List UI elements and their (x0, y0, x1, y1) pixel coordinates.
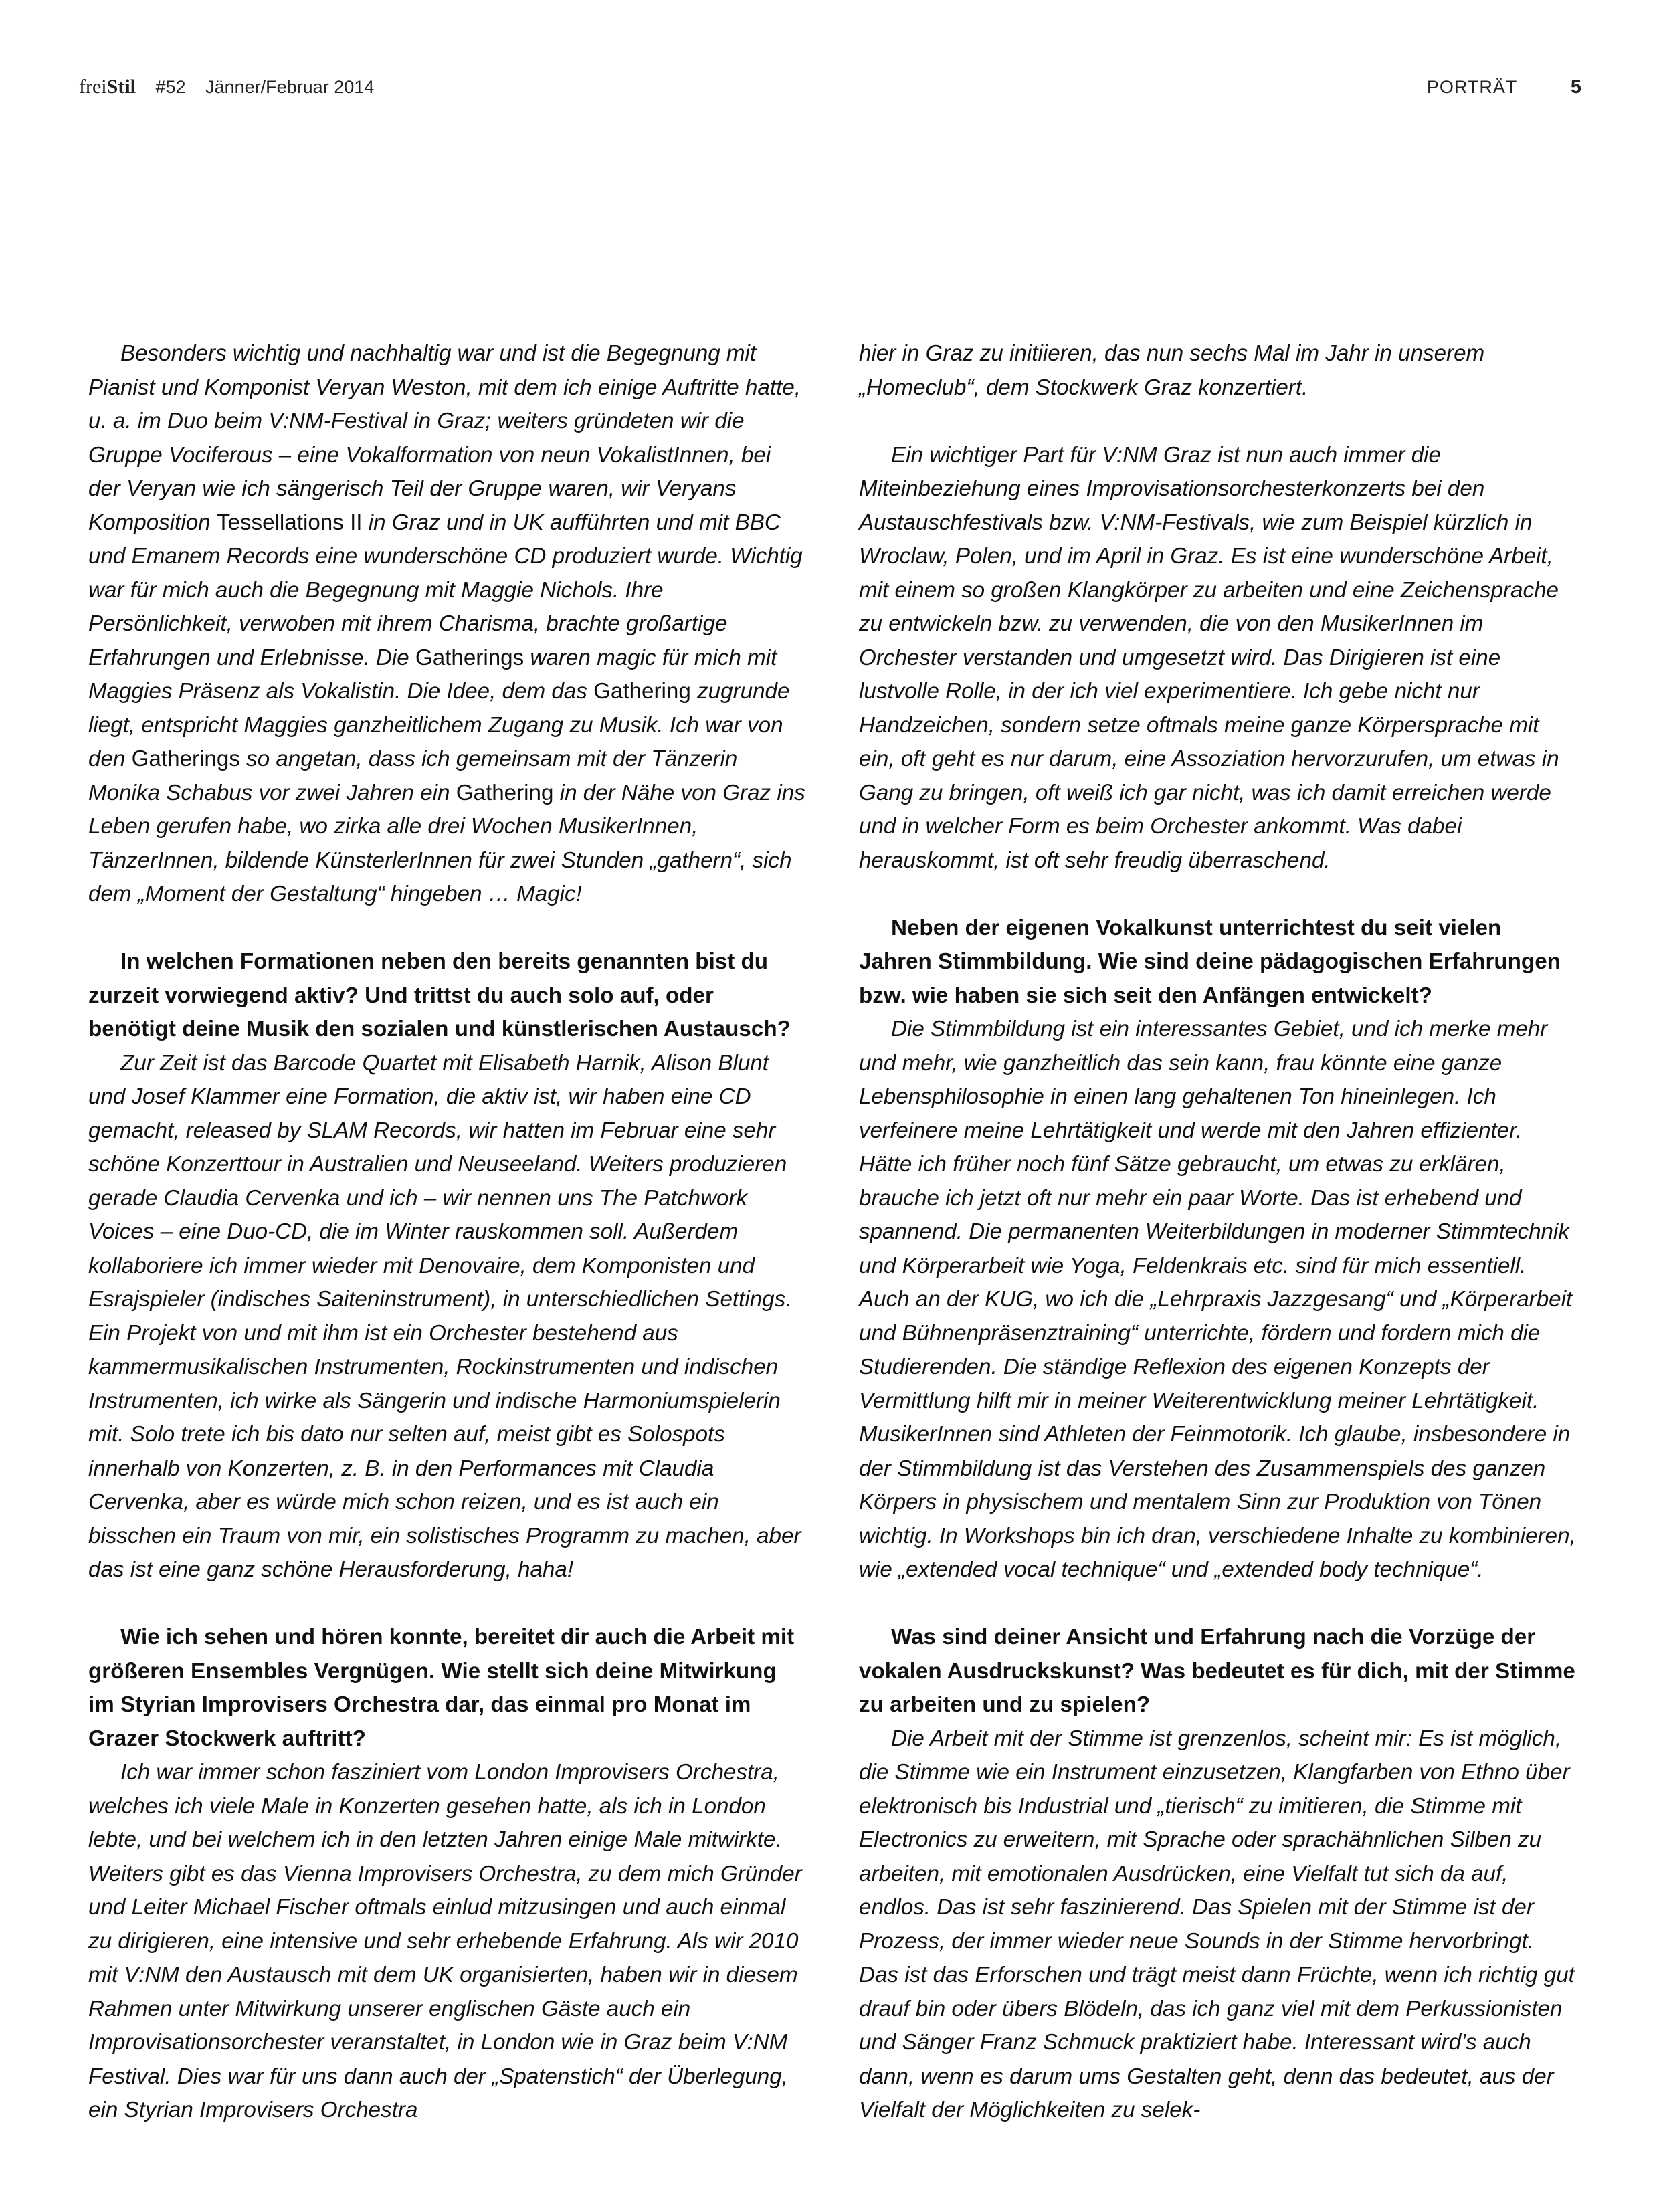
term-gathering: Gathering (456, 780, 554, 805)
answer-paragraph: Die Stimmbildung ist ein interessantes Gebiet, und ich merke mehr und mehr, wie ganzheitlich das sein kann, frau könnte eine ganze Lebensphilosophie in einen lang gehaltenen Ton hineinlegen. Ich verfeinere meine Lehrtätigkeit und werde mit den Jahren effizienter. Hätte ich früher noch fünf Sätze gebraucht, um etwas zu erklären, brauche ich jetzt oft nur mehr ein paar Worte. Das ist erhebend und spannend. Die permanenten Weiterbildungen in moderner Stimmtechnik und Körperarbeit wie Yoga, Feldenkrais etc. sind für mich essentiell. Auch an der KUG, wo ich die „Lehrpraxis Jazzgesang“ und „Körperarbeit und Bühnenpräsenztraining“ unterrichte, fördern und fordern mich die Studierenden. Die ständige Reflexion des eigenen Konzepts der Vermittlung hilft mir in meiner Weiterentwicklung meiner Lehrtätigkeit. MusikerInnen sind Athleten der Feinmotorik. Ich glaube, insbesondere in der Stimmbildung ist das Verstehen des Zusammenspiels des ganzen Körpers in physischem und mentalem Sinn zur Produktion von Tönen wichtig. In Workshops bin ich dran, verschiedene Inhalte zu kombinieren, wie „extended vocal technique“ und „extended body technique“. (859, 1017, 1576, 1582)
interview-question: In welchen Formationen neben den bereits genannten bist du zurzeit vorwiegend aktiv? Und trittst du auch solo auf, oder benötigt deine Musik den sozialen und künstlerischen Austausch? (88, 949, 791, 1041)
header-right (1427, 72, 1581, 102)
magazine-logo (79, 76, 136, 98)
answer-paragraph: Zur Zeit ist das Barcode Quartet mit Elisabeth Harnik, Alison Blunt und Josef Klammer eine Formation, die aktiv ist, wir haben eine CD gemacht, released by SLAM Records, wir hatten im Februar eine sehr schöne Konzerttour in Australien und Neuseeland. Weiters produzieren gerade Claudia Cervenka und ich – wir nennen uns The Patchwork Voices – eine Duo-CD, die im Winter rauskommen soll. Außerdem kollaboriere ich immer wieder mit Denovaire, dem Komponisten und Esrajspieler (indisches Saiteninstrument), in unterschiedlichen Settings. Ein Projekt von und mit ihm ist ein Orchester bestehend aus kammermusikalischen Instrumenten, Rockinstrumenten und indischen Instrumenten, ich wirke als Sängerin und indische Harmoniumspielerin mit. Solo trete ich bis dato nur selten auf, meist gibt es Solospots innerhalb von Konzerten, z. B. in den Performances mit Claudia Cervenka, aber es würde mich schon reizen, und es ist auch ein bisschen ein Traum von mir, ein solistisches Programm zu machen, aber das ist eine ganz schöne Herausforderung, haha! (88, 1050, 801, 1582)
answer-paragraph (88, 337, 807, 912)
paragraph-gap (88, 912, 807, 946)
interview-question: Wie ich sehen und hören konnte, bereitet dir auch die Arbeit mit größeren Ensembles Vergnügen. Wie stellt sich deine Mitwirkung im Styrian Improvisers Orchestra dar, das einmal pro Monat im Grazer Stockwerk auftritt? (88, 1625, 795, 1751)
work-title: Tessellations II (216, 510, 363, 535)
answer-paragraph: Die Arbeit mit der Stimme ist grenzenlos, scheint mir: Es ist möglich, die Stimme wie ein Instrument einzusetzen, Klangfarben von Ethno über elektronisch bis Industrial und „tierisch“ zu imitieren, die Stimme mit Electronics zu erweitern, mit Sprache oder sprachähnlichen Silben zu arbeiten, mit emotionalen Ausdrücken, eine Vielfalt tut sich da auf, endlos. Das ist sehr faszinierend. Das Spielen mit der Stimme ist der Prozess, der immer wieder neue Sounds in der Stimme hervorbringt. Das ist das Erforschen und trägt meist dann Früchte, wenn ich richtig gut drauf bin oder übers Blödeln, das ich ganz viel mit dem Perkussionisten und Sänger Franz Schmuck praktiziert habe. Interessant wird’s auch dann, wenn es darum ums Gestalten geht, denn das bedeutet, aus der Vielfalt der Möglichkeiten zu selek- (859, 1726, 1575, 2122)
issue-number: #52 (155, 77, 186, 97)
paragraph-gap (859, 1587, 1577, 1621)
text-run: in Graz und in UK aufführten und mit BBC und Emanem Records eine wunderschöne CD produziert wurde. Wichtig war für mich auch die Begegnung mit Maggie Nichols. Ihre Persönlichkeit, verwoben mit ihrem Charisma, brachte großartige Erfahrungen und Erlebnisse. Die (88, 510, 803, 670)
text-run: so angetan, dass ich gemeinsam mit der Tänzerin Monika Schabus vor zwei Jahren ein (88, 746, 738, 805)
logo-part-frei: frei (79, 76, 107, 98)
text-run: waren magic für mich mit Maggies Präsenz als Vokalistin. Die Idee, dem das (88, 645, 777, 704)
section-title: PORTRÄT (1426, 77, 1518, 97)
running-header (79, 72, 1581, 102)
issue-date: Jänner/Februar 2014 (205, 77, 375, 97)
answer-paragraph: Ich war immer schon fasziniert vom London Improvisers Orchestra, welches ich viele Male in Konzerten gesehen hatte, als ich in London lebte, und bei welchem ich in den letzten Jahren einige Male mitwirkte. Weiters gibt es das Vienna Improvisers Orchestra, zu dem mich Gründer und Leiter Michael Fischer oftmals einlud mitzusingen und auch einmal zu dirigieren, eine intensive und sehr erhebende Erfahrung. Als wir 2010 mit V:NM den Austausch mit dem UK organisierten, haben wir in diesem Rahmen unter Mitwirkung unserer englischen Gäste auch ein Improvisationsorchester veranstaltet, in London wie in Graz beim V:NM Festival. Dies war für uns dann auch der „Spatenstich“ der Überlegung, ein Styrian Improvisers Orchestra (88, 1760, 802, 2122)
page-number: 5 (1570, 76, 1581, 98)
header-left (79, 72, 374, 102)
term-gatherings: Gatherings (131, 746, 240, 771)
term-gatherings: Gatherings (415, 645, 524, 670)
right-column (859, 337, 1577, 2128)
answer-continuation: hier in Graz zu initiieren, das nun sechs Mal im Jahr in unserem „Homeclub“, dem Stockwerk Graz konzertiert. (859, 341, 1485, 400)
left-column (88, 337, 807, 2128)
text-run: Besonders wichtig und nachhaltig war und ist die Begegnung mit Pianist und Komponist Veryan Weston, mit dem ich einige Auftritte hatte, u. a. im Duo beim V:NM-Festival in Graz; weiters gründeten wir die Gruppe Vociferous – eine Vokalformation von neun VokalistInnen, bei der Veryan wie ich sängerisch Teil der Gruppe waren, wir Veryans Komposition (88, 341, 801, 535)
paragraph-gap (859, 405, 1577, 439)
interview-question: Was sind deiner Ansicht und Erfahrung nach die Vorzüge der vokalen Ausdruckskunst? Was bedeutet es für dich, mit der Stimme zu arbeiten und zu spielen? (859, 1625, 1575, 1717)
paragraph-gap (88, 1587, 807, 1621)
logo-part-stil: Stil (106, 76, 136, 98)
text-run: in der Nähe von Graz ins Leben gerufen habe, wo zirka alle drei Wochen MusikerInnen, TänzerInnen, bildende KünsterlerInnen für zwei Stunden „gathern“, sich dem „Moment der Gestaltung“ hingeben … Magic! (88, 780, 805, 906)
paragraph-gap (859, 878, 1577, 912)
text-run: zugrunde liegt, entspricht Maggies ganzheitlichem Zugang zu Musik. Ich war von den (88, 679, 790, 771)
interview-question: Neben der eigenen Vokalkunst unterrichtest du seit vielen Jahren Stimmbildung. Wie sind deine pädagogischen Erfahrungen bzw. wie haben sie sich seit den Anfängen entwickelt? (859, 915, 1561, 1008)
term-gathering: Gathering (593, 679, 691, 704)
answer-paragraph: Ein wichtiger Part für V:NM Graz ist nun auch immer die Miteinbeziehung eines Improvisationsorchesterkonzerts bei den Austauschfestivals bzw. V:NM-Festivals, wie zum Beispiel kürzlich in Wroclaw, Polen, und im April in Graz. Es ist eine wunderschöne Arbeit, mit einem so großen Klangkörper zu arbeiten und eine Zeichensprache zu entwickeln bzw. zu verwenden, die von den MusikerInnen im Orchester verstanden und umgesetzt wird. Das Dirigieren ist eine lustvolle Rolle, in der ich viel experimentiere. Ich gebe nicht nur Handzeichen, sondern setze oftmals meine ganze Körpersprache mit ein, oft geht es nur darum, eine Assoziation hervorzurufen, um etwas in Gang zu bringen, oft weiß ich gar nicht, was ich damit erreichen werde und in welcher Form es beim Orchester ankommt. Was dabei herauskommt, ist oft sehr freudig überraschend. (859, 442, 1559, 873)
